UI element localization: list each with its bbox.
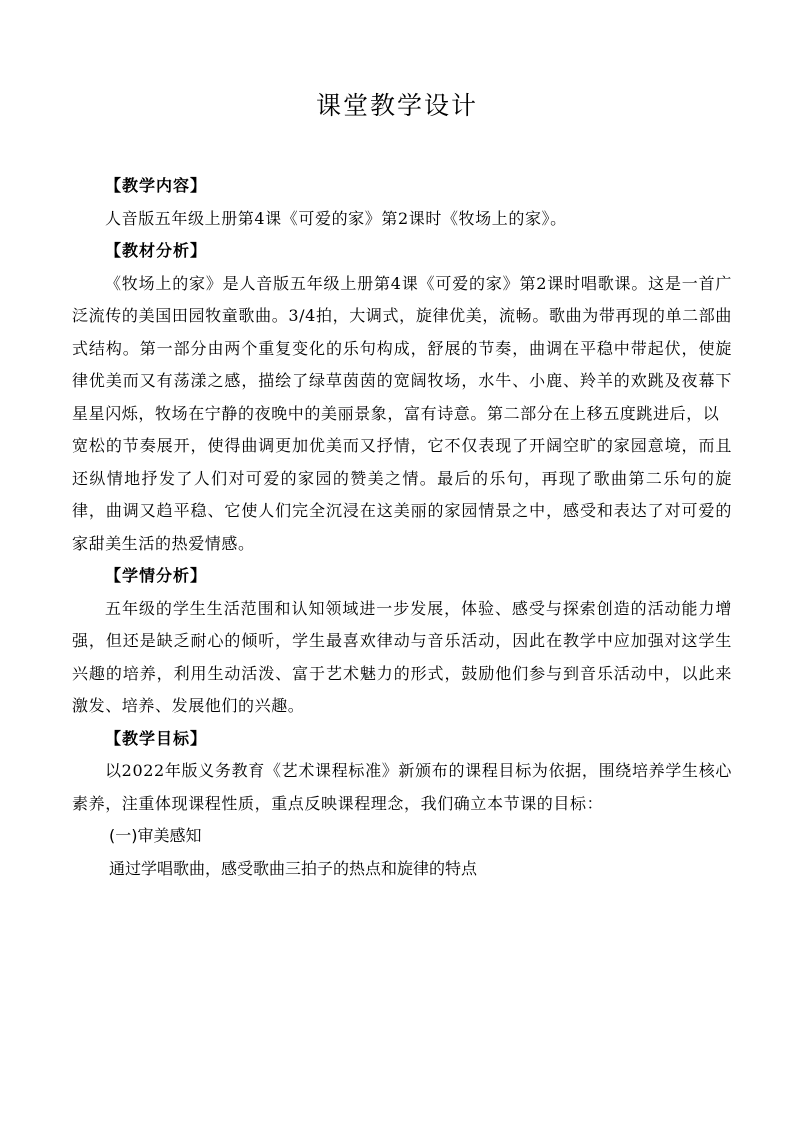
goal-subheading-aesthetic-perception: (一)审美感知 bbox=[109, 826, 202, 845]
section-heading-teaching-content: 【教学内容】 bbox=[105, 176, 208, 195]
section-heading-student-analysis: 【学情分析】 bbox=[105, 566, 208, 585]
section-heading-material-analysis: 【教材分析】 bbox=[105, 241, 208, 260]
section-heading-teaching-goals: 【教学目标】 bbox=[105, 728, 208, 748]
document-title: 课堂教学设计 bbox=[315, 91, 478, 120]
teaching-content-text: 人音版五年级上册第4课《可爱的家》第2课时《牧场上的家》。 bbox=[105, 208, 567, 228]
student-analysis-text: 五年级的学生生活范围和认知领域进一步发展，体验、感受与探索创造的活动能力增强，但还是缺乏耐心的倾听，学生最喜欢律动与音乐活动，因此在教学中应加强对这学生兴趣的培养，利用生动活泼、富于艺术魅力的形式，鼓励他们参与到音乐活动中，以此来激发、培养、发展他们的兴趣。 bbox=[72, 598, 732, 715]
document-body bbox=[72, 170, 732, 885]
goal-aesthetic-perception-text: 通过学唱歌曲，感受歌曲三拍子的热点和旋律的特点 bbox=[109, 858, 478, 878]
material-analysis-paragraph-1: 《牧场上的家》是人音版五年级上册第4课《可爱的家》第2课时唱歌课。这是一首广泛流传的美国田园牧童歌曲。3/4拍，大调式，旋律优美，流畅。歌曲为带再现的单二部曲式结构。第一部分由两个重复变化的乐句构成，舒展的节奏，曲调在平稳中带起伏，使旋律优美而又有荡漾之感，描绘了绿草茵茵的宽阔牧场，水牛、小鹿、羚羊的欢跳及夜幕下星星闪烁，牧场在宁静的夜晚中的美丽景象，富有诗意。第二部分在上移五度跳进后，以 bbox=[72, 273, 732, 423]
material-analysis-paragraph-2: 宽松的节奏展开，使得曲调更加优美而又抒情，它不仅表现了开阔空旷的家园意境，而且还纵情地抒发了人们对可爱的家园的赞美之情。最后的乐句，再现了歌曲第二乐句的旋律，曲调又趋平稳、它使人们完全沉浸在这美丽的家园情景之中，感受和表达了对可爱的家甜美生活的热爱情感。 bbox=[72, 436, 732, 553]
teaching-goals-text: 以2022年版义务教育《艺术课程标准》新颁布的课程目标为依据，围绕培养学生核心素养，注重体现课程性质，重点反映课程理念，我们确立本节课的目标： bbox=[72, 761, 732, 813]
